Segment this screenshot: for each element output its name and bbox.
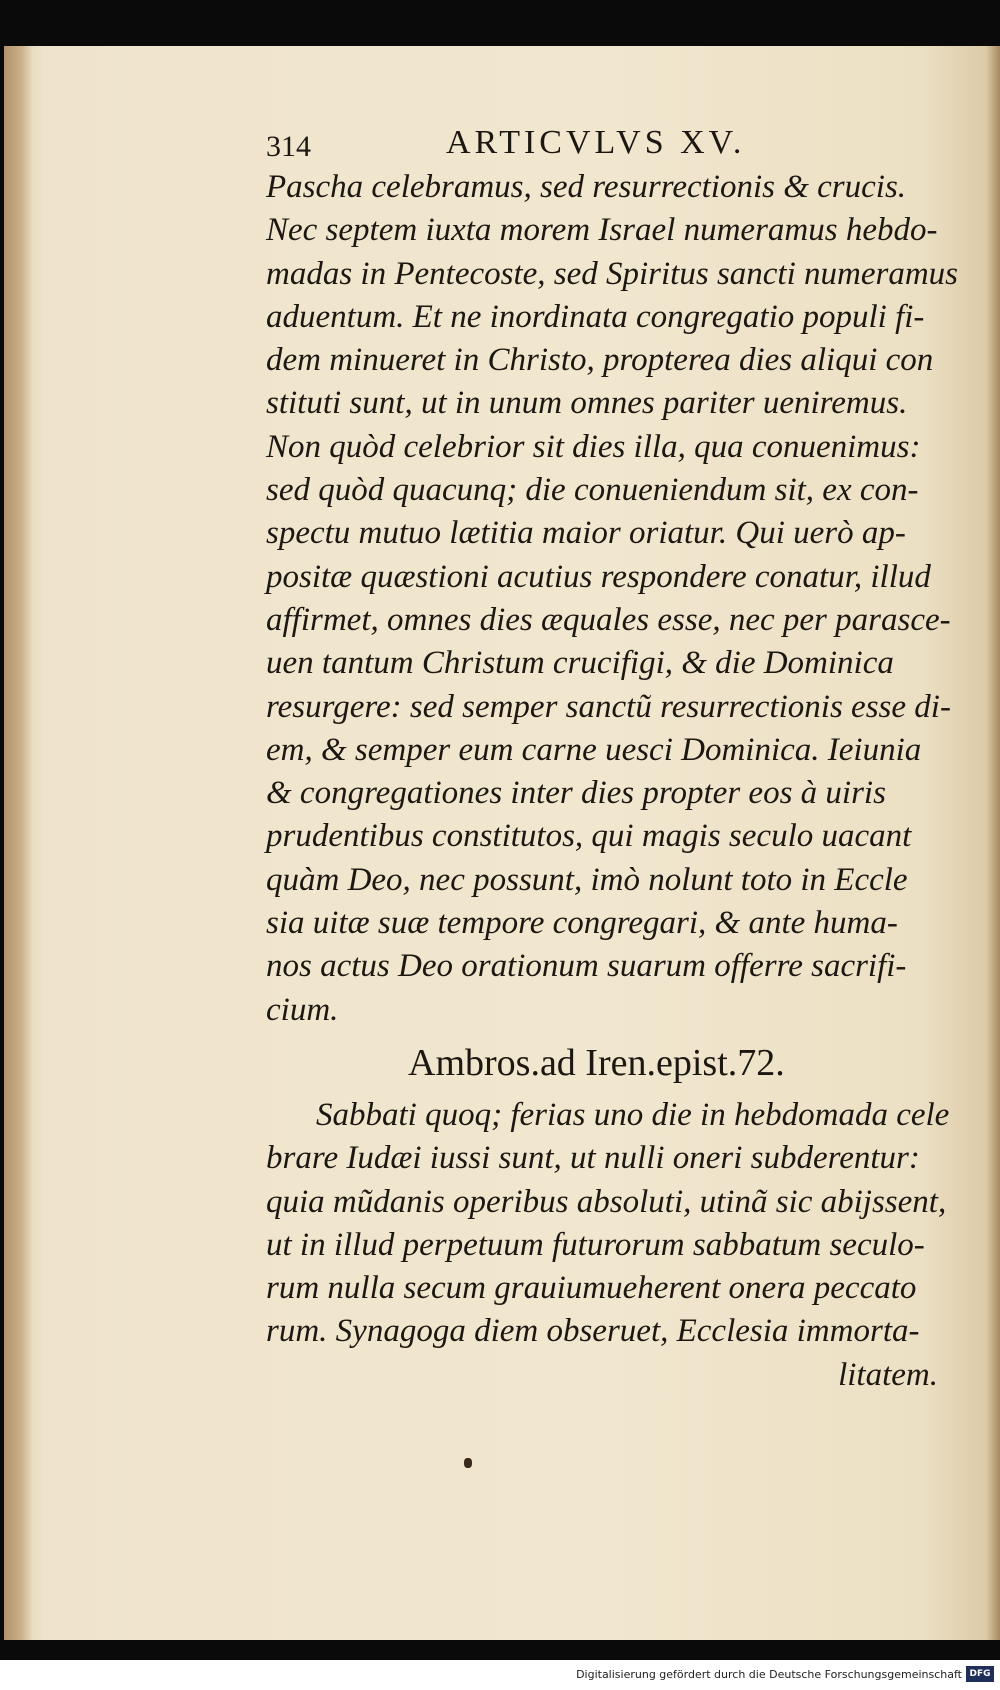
body-line: & congregationes inter dies propter eos à uiris (266, 775, 886, 812)
book-page (4, 46, 1000, 1640)
page-edge-shadow (986, 46, 1000, 1640)
body-line: resurgere: sed semper sanctũ resurrectionis esse di- (266, 688, 951, 725)
page-number: 314 (266, 130, 311, 163)
body-line: sia uitæ suæ tempore congregari, & ante huma- (266, 905, 898, 942)
body-line: stituti sunt, ut in unum omnes pariter ueniremus. (266, 385, 908, 422)
body-line: quàm Deo, nec possunt, imò nolunt toto in Eccle (266, 861, 908, 898)
footer-strip (0, 1660, 1000, 1690)
section-line: rum nulla secum grauiumueherent onera peccato (266, 1270, 917, 1307)
running-title: ARTICVLVS XV. (446, 124, 746, 161)
body-line: Nec septem iuxta morem Israel numeramus hebdo- (266, 212, 938, 249)
body-line: spectu mutuo lætitia maior oriatur. Qui uerò ap- (266, 515, 906, 552)
body-line: Non quòd celebrior sit dies illa, qua conuenimus: (266, 428, 921, 465)
section-line: quia mũdanis operibus absoluti, utinã sic abijssent, (266, 1183, 947, 1220)
body-line: cium. (266, 991, 339, 1028)
body-line: nos actus Deo orationum suarum offerre sacrifi- (266, 948, 907, 985)
section-heading: Ambros.ad Iren.epist.72. (408, 1041, 785, 1084)
page-gutter-shadow (4, 46, 32, 1640)
body-line: dem minueret in Christo, propterea dies aliqui con (266, 342, 934, 379)
section-line: Sabbati quoq; ferias uno die in hebdomada cele (316, 1096, 950, 1133)
body-line: positæ quæstioni acutius respondere conatur, illud (266, 558, 931, 595)
body-line: affirmet, omnes dies æquales esse, nec per parasce- (266, 601, 951, 638)
body-line: madas in Pentecoste, sed Spiritus sancti numeramus (266, 255, 959, 292)
digitization-credit: Digitalisierung gefördert durch die Deutsche Forschungsgemeinschaft (576, 1668, 962, 1681)
body-line: prudentibus constitutos, qui magis seculo uacant (266, 818, 912, 855)
dfg-logo: DFG (966, 1666, 994, 1682)
page-header (266, 122, 966, 166)
ink-spot (464, 1458, 472, 1468)
body-line: Pascha celebramus, sed resurrectionis & crucis. (266, 169, 907, 205)
body-line: em, & semper eum carne uesci Dominica. Ieiunia (266, 731, 922, 768)
section-line: brare Iudæi iussi sunt, ut nulli oneri subderentur: (266, 1140, 920, 1177)
section-line: ut in illud perpetuum futurorum sabbatum seculo- (266, 1226, 925, 1263)
body-line: sed quòd quacunq; die conueniendum sit, ex con- (266, 472, 919, 509)
text-block (266, 122, 966, 1397)
body-line: aduentum. Et ne inordinata congregatio populi fi- (266, 298, 925, 335)
section-last-line: litatem. (838, 1356, 938, 1393)
section-line: rum. Synagoga diem obseruet, Ecclesia immorta- (266, 1313, 920, 1350)
body-line: uen tantum Christum crucifigi, & die Dominica (266, 645, 894, 682)
